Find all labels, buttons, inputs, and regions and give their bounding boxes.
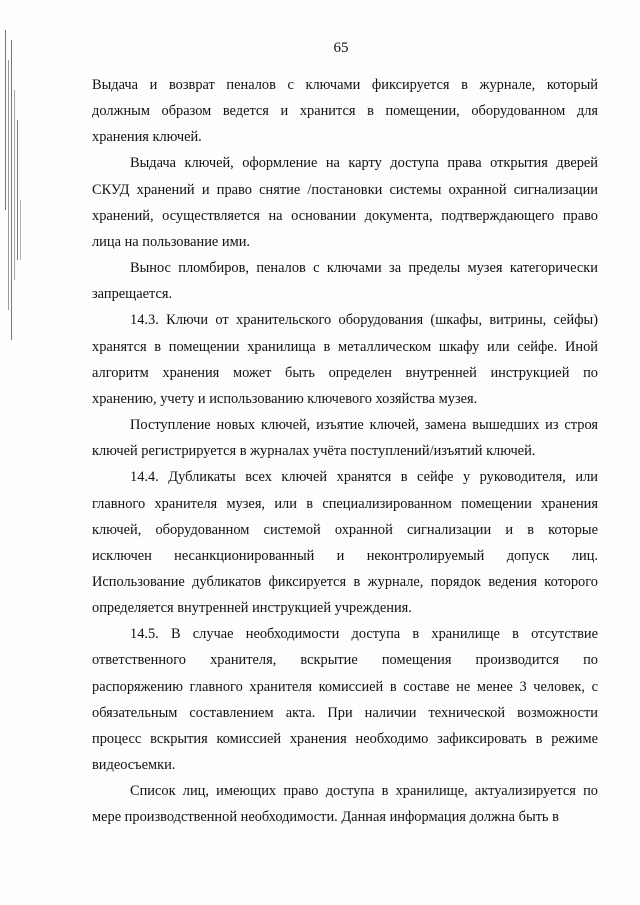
text-line: алгоритм хранения может быть определен внутренней инструкцией по — [92, 364, 598, 381]
text-line: Использование дубликатов фиксируется в журнале, порядок ведения которого — [92, 573, 598, 590]
paragraph — [92, 464, 598, 621]
body-text — [92, 72, 598, 831]
text-line: главного хранителя музея, или в специализированном помещении хранения — [92, 495, 598, 512]
paragraph — [92, 255, 598, 307]
text-line: Список лиц, имеющих право доступа в хранилище, актуализируется по — [130, 783, 598, 800]
text-line: определяется внутренней инструкцией учреждения. — [92, 600, 412, 617]
text-line: должным образом ведется и хранится в помещении, оборудованном для — [92, 103, 598, 120]
text-line: хранения ключей. — [92, 129, 202, 146]
page-number: 65 — [333, 40, 349, 56]
text-line: лица на пользование ими. — [92, 233, 250, 250]
paragraph — [92, 778, 598, 830]
text-line: 14.5. В случае необходимости доступа в хранилище в отсутствие — [130, 626, 598, 643]
text-line: запрещается. — [92, 286, 173, 303]
text-line: мере производственной необходимости. Данная информация должна быть в — [92, 809, 559, 826]
scan-binding-edge — [2, 0, 22, 905]
paragraph — [92, 72, 598, 150]
text-line: хранятся в помещении хранилища в металлическом шкафу или сейфе. Иной — [92, 338, 598, 355]
text-line: ключей, оборудованном системой охранной сигнализации и в которые — [92, 521, 598, 538]
text-line: Вынос пломбиров, пеналов с ключами за пределы музея категорически — [130, 260, 598, 277]
paragraph — [92, 150, 598, 255]
text-line: Выдача и возврат пеналов с ключами фиксируется в журнале, который — [92, 77, 598, 93]
text-line: Поступление новых ключей, изъятие ключей, замена вышедших из строя — [130, 417, 598, 434]
text-line: ответственного хранителя, вскрытие помещения производится по — [92, 652, 598, 669]
text-line: процесс вскрытия комиссией хранения необходимо зафиксировать в режиме — [92, 730, 598, 747]
paragraph — [92, 621, 598, 778]
paragraph — [92, 307, 598, 412]
text-line: распоряжению главного хранителя комиссией в составе не менее 3 человек, с — [92, 678, 598, 695]
text-line: обязательным составлением акта. При наличии технической возможности — [92, 704, 598, 721]
text-line: исключен несанкционированный и неконтролируемый допуск лиц. — [92, 547, 598, 564]
text-line: хранений, осуществляется на основании документа, подтверждающего право — [92, 207, 598, 224]
text-line: хранению, учету и использованию ключевого хозяйства музея. — [92, 390, 478, 407]
text-line: ключей регистрируется в журналах учёта поступлений/изъятий ключей. — [92, 443, 536, 460]
text-line: 14.3. Ключи от хранительского оборудования (шкафы, витрины, сейфы) — [130, 312, 598, 329]
text-line: 14.4. Дубликаты всех ключей хранятся в сейфе у руководителя, или — [130, 469, 598, 486]
text-line: видеосъемки. — [92, 757, 176, 774]
text-line: СКУД хранений и право снятие /постановки системы охранной сигнализации — [92, 181, 598, 198]
text-line: Выдача ключей, оформление на карту доступа права открытия дверей — [130, 155, 598, 172]
paragraph — [92, 412, 598, 464]
